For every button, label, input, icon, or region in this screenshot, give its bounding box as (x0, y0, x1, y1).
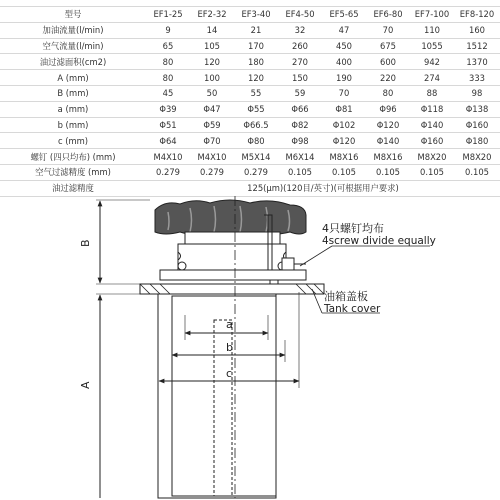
table-cell: Φ102 (322, 117, 366, 133)
table-cell: 0.279 (146, 164, 190, 180)
table-cell: 0.105 (410, 164, 454, 180)
dim-A-label: A (79, 381, 92, 389)
table-cell: Φ160 (410, 133, 454, 149)
table-cell: 55 (234, 85, 278, 101)
table-cell: Φ120 (366, 117, 410, 133)
table-cell: 260 (278, 38, 322, 54)
table-cell: 70 (322, 85, 366, 101)
screw-label-en: 4screw divide equally (322, 235, 436, 247)
model-cell: EF5-65 (322, 7, 366, 23)
table-cell: Φ47 (190, 101, 234, 117)
row-label: B (mm) (0, 85, 146, 101)
dim-c-label: c (226, 367, 233, 380)
model-cell: EF6-80 (366, 7, 410, 23)
table-cell: M5X14 (234, 149, 278, 165)
table-cell: 80 (146, 54, 190, 70)
table-cell: 0.105 (278, 164, 322, 180)
table-cell: 50 (190, 85, 234, 101)
row-label: 空气流量(l/min) (0, 38, 146, 54)
table-cell: Φ66.5 (234, 117, 278, 133)
table-cell: Φ98 (278, 133, 322, 149)
table-cell: 1512 (454, 38, 500, 54)
table-cell: Φ140 (410, 117, 454, 133)
table-cell: M6X14 (278, 149, 322, 165)
table-cell: 70 (366, 22, 410, 38)
table-cell: Φ140 (366, 133, 410, 149)
table-row (0, 22, 500, 38)
table-cell: M4X10 (190, 149, 234, 165)
table-cell: 1055 (410, 38, 454, 54)
dimension-A (79, 294, 140, 498)
screw-label-cn: 4只螺钉均布 (322, 222, 384, 235)
table-cell: 32 (278, 22, 322, 38)
header-label: 型号 (0, 7, 146, 23)
table-header-row (0, 7, 500, 23)
table-cell: Φ118 (410, 101, 454, 117)
table-cell: M8X20 (454, 149, 500, 165)
table-cell: 160 (454, 22, 500, 38)
table-cell: 100 (190, 70, 234, 86)
table-row (0, 117, 500, 133)
table-cell: 45 (146, 85, 190, 101)
table-cell: 0.279 (234, 164, 278, 180)
table-cell: M8X16 (322, 149, 366, 165)
filter-diagram (0, 186, 500, 500)
spec-table (0, 0, 500, 197)
cover-label-en: Tank cover (324, 303, 381, 315)
table-cell: 675 (366, 38, 410, 54)
table-cell: 65 (146, 38, 190, 54)
table-cell: 180 (234, 54, 278, 70)
cover-label-cn: 油箱盖板 (324, 290, 368, 303)
table-cell: M4X10 (146, 149, 190, 165)
table-cell: 400 (322, 54, 366, 70)
tank-cover-plate (140, 284, 324, 294)
screw-callout (300, 221, 436, 266)
table-cell: 600 (366, 54, 410, 70)
model-cell: EF3-40 (234, 7, 278, 23)
model-cell: EF1-25 (146, 7, 190, 23)
table-cell: 14 (190, 22, 234, 38)
table-cell: 274 (410, 70, 454, 86)
table-row (0, 54, 500, 70)
table-cell: 59 (278, 85, 322, 101)
row-label: A (mm) (0, 70, 146, 86)
row-label: b (mm) (0, 117, 146, 133)
table-cell: 450 (322, 38, 366, 54)
table-cell: Φ51 (146, 117, 190, 133)
oil-precision-value: 125(μm)(120目/英寸)(可根据用户要求) (146, 180, 500, 196)
table-cell: Φ64 (146, 133, 190, 149)
table-cell: 270 (278, 54, 322, 70)
table-cell: 0.105 (366, 164, 410, 180)
table-cell: 80 (366, 85, 410, 101)
table-cell: 21 (234, 22, 278, 38)
table-cell: 190 (322, 70, 366, 86)
table-cell: 0.279 (190, 164, 234, 180)
row-label: 螺钉 (四只均布) (mm) (0, 149, 146, 165)
filter-body (158, 294, 276, 498)
table-cell: 0.105 (454, 164, 500, 180)
model-cell: EF7-100 (410, 7, 454, 23)
table-cell: 47 (322, 22, 366, 38)
table-cell: Φ120 (322, 133, 366, 149)
table-cell: 110 (410, 22, 454, 38)
row-label: c (mm) (0, 133, 146, 149)
table-cell: 942 (410, 54, 454, 70)
table-cell: Φ59 (190, 117, 234, 133)
table-cell: 120 (190, 54, 234, 70)
spec-table-body (0, 0, 500, 196)
table-cell: 120 (234, 70, 278, 86)
table-cell: Φ82 (278, 117, 322, 133)
table-cell: M8X16 (366, 149, 410, 165)
dimension-B (79, 200, 150, 284)
table-cell: 1370 (454, 54, 500, 70)
table-cell: Φ180 (454, 133, 500, 149)
table-cell: 150 (278, 70, 322, 86)
table-row (0, 38, 500, 54)
table-cell: 9 (146, 22, 190, 38)
model-cell: EF4-50 (278, 7, 322, 23)
table-cell: Φ160 (454, 117, 500, 133)
table-row (0, 85, 500, 101)
dim-B-label: B (79, 239, 92, 247)
table-row (0, 101, 500, 117)
table-cell: 80 (146, 70, 190, 86)
row-label: a (mm) (0, 101, 146, 117)
table-row (0, 149, 500, 165)
table-cell: M8X20 (410, 149, 454, 165)
table-cell: 98 (454, 85, 500, 101)
table-cell: 220 (366, 70, 410, 86)
table-cell: Φ96 (366, 101, 410, 117)
table-cell: Φ55 (234, 101, 278, 117)
table-cell: 88 (410, 85, 454, 101)
table-row (0, 133, 500, 149)
row-label: 油过滤面积(cm2) (0, 54, 146, 70)
table-cell: 333 (454, 70, 500, 86)
row-label: 空气过滤精度 (mm) (0, 164, 146, 180)
table-cell: Φ138 (454, 101, 500, 117)
row-label: 加油流量(l/min) (0, 22, 146, 38)
table-cell: Φ81 (322, 101, 366, 117)
table-cell: Φ66 (278, 101, 322, 117)
dim-a-label: a (226, 318, 233, 331)
model-cell: EF8-120 (454, 7, 500, 23)
oil-precision-label: 油过滤精度 (0, 180, 146, 196)
table-cell: 170 (234, 38, 278, 54)
filter-cap (155, 200, 306, 290)
table-cell: Φ80 (234, 133, 278, 149)
table-cell: 105 (190, 38, 234, 54)
table-cell: Φ70 (190, 133, 234, 149)
model-cell: EF2-32 (190, 7, 234, 23)
table-row (0, 164, 500, 180)
table-cell: 0.105 (322, 164, 366, 180)
table-cell: Φ39 (146, 101, 190, 117)
table-row (0, 70, 500, 86)
dim-b-label: b (226, 341, 233, 354)
